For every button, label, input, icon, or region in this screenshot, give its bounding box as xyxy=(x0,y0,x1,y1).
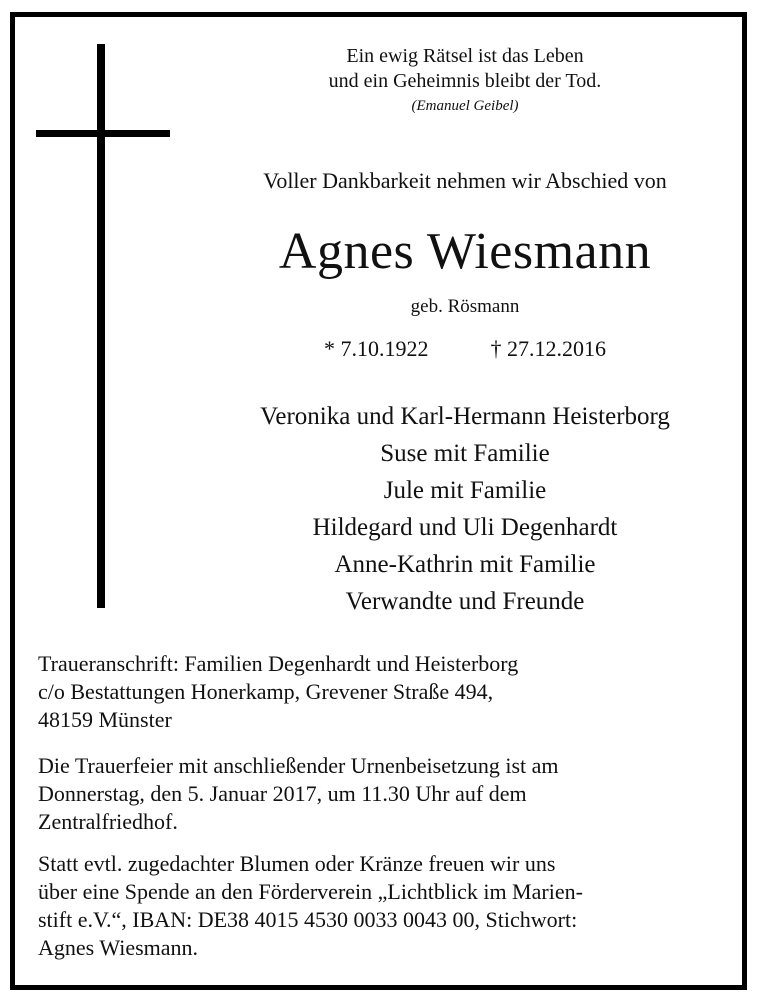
mourners-list xyxy=(175,398,755,620)
maiden-name: geb. Rösmann xyxy=(410,296,520,317)
donation-line-1: Statt evtl. zugedachter Blumen oder Kränze freuen wir uns xyxy=(38,851,556,876)
mourning-address xyxy=(38,650,722,734)
quote-line-2: und ein Geheimnis bleibt der Tod. xyxy=(328,70,602,92)
deceased-name: Agnes Wiesmann xyxy=(278,223,652,280)
ceremony-line-1: Die Trauerfeier mit anschließender Urnenbeisetzung ist am xyxy=(38,753,559,778)
donation-line-3: stift e.V.“, IBAN: DE38 4015 4530 0033 0043 00, Stichwort: xyxy=(38,907,578,932)
donation-line-4: Agnes Wiesmann. xyxy=(38,935,199,960)
address-line-1: Traueranschrift: Familien Degenhardt und Heisterborg xyxy=(38,651,519,676)
cross-horizontal-bar xyxy=(36,130,170,137)
death-date: † 27.12.2016 xyxy=(490,336,606,361)
ceremony-info xyxy=(38,752,722,836)
address-line-2: c/o Bestattungen Honerkamp, Grevener Straße 494, xyxy=(38,679,494,704)
mourner-line: Verwandte und Freunde xyxy=(345,588,585,615)
quote-block xyxy=(190,44,740,115)
ceremony-line-3: Zentralfriedhof. xyxy=(38,809,178,834)
quote-author: (Emanuel Geibel) xyxy=(411,98,519,114)
donation-line-2: über eine Spende an den Förderverein „Lichtblick im Marien- xyxy=(38,879,583,904)
quote-line-1: Ein ewig Rätsel ist das Leben xyxy=(346,45,584,67)
mourner-line: Jule mit Familie xyxy=(383,477,547,504)
intro-text: Voller Dankbarkeit nehmen wir Abschied von xyxy=(263,168,667,193)
address-line-3: 48159 Münster xyxy=(38,707,172,732)
mourner-line: Suse mit Familie xyxy=(380,440,550,467)
donation-info xyxy=(38,850,722,962)
life-dates xyxy=(190,336,740,362)
birth-date: * 7.10.1922 xyxy=(324,336,429,361)
mourner-line: Hildegard und Uli Degenhardt xyxy=(312,514,618,541)
cross-vertical-bar xyxy=(97,44,105,608)
mourner-line: Anne-Kathrin mit Familie xyxy=(334,551,596,578)
mourner-line: Veronika und Karl-Hermann Heisterborg xyxy=(260,403,670,430)
ceremony-line-2: Donnerstag, den 5. Januar 2017, um 11.30 Uhr auf dem xyxy=(38,781,527,806)
